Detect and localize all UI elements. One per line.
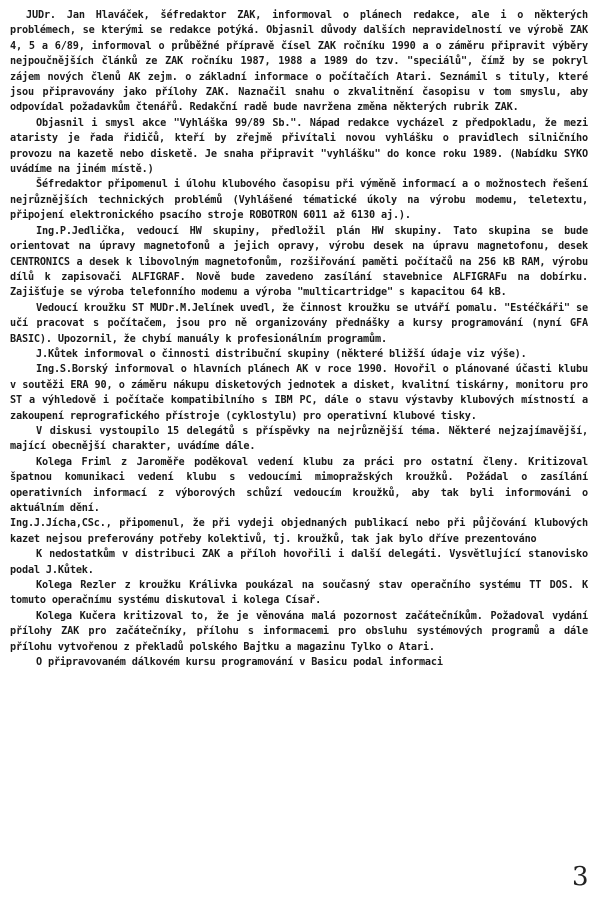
paragraph-hw-group-plan: Ing.P.Jedlička, vedoucí HW skupiny, předložil plán HW skupiny. Tato skupina se bude orientovat na úpravy magnetofonů a jejich opravy, výrobu desek na úpravu magnetofonu, desek CENTRONICS a desek k libovolným magnetofonům, rozšiřování paměti počítačů na 256 kB RAM, výrobu dílů k zapisovači ALFIGRAF. Nově bude zavedeno zasílání stavebnice ALFIGRAFu na dobírku. Zajišťuje se výroba telefonního modemu a výroba "multicartridge" s kapacitou 64 kB. <box>10 225 588 299</box>
paragraph-distribution-group: J.Kůtek informoval o činnosti distribuční skupiny (některé bližší údaje viz výše). <box>36 348 527 360</box>
paragraph-discussion-intro: V diskusi vystoupilo 15 delegátů s příspěvky na nejrůznější téma. Některé nejzajímavější, mající obecnější charakter, uvádíme dále. <box>10 425 588 453</box>
paragraph-basic-course: O připravovaném dálkovém kursu programování v Basicu podal informaci <box>36 657 443 669</box>
paragraph-vyhlaska-action: Objasnil i smysl akce "Vyhláška 99/89 Sb.". Nápad redakce vycházel z předpokladu, že mezi ataristy je řada řidičů, kteří by zřejmě přivítali novou vyhlášku o pravidlech silničního provozu na kazetě nebo disketě. Je snaha připravit "vyhlášku" do konce roku 1989. (Nabídku SYKO uvádíme na jiném místě.) <box>10 117 588 176</box>
paragraph-hlavacek-report: JUDr. Jan Hlaváček, šéfredaktor ZAK, informoval o plánech redakce, ale i o některých problémech, se kterými se redakce potýká. Objasnil důvody dalších nepravidelností ve výrobě ZAK 4, 5 a 6/89, informoval o průběžné přípravě čísel ZAK ročníku 1990 a o záměru připravit výběry nejpoučnějších článků ze ZAK ročníku 1987, 1988 a 1989 do tzv. "speciálů", čímž by se pokryl zájem nových členů AK zejm. o základní informace o počítačích Atari. Seznámil s tituly, které jsou připravovány jako přílohy ZAK. Naznačil snahu o zkvalitnění časopisu v tom smyslu, aby odpovídal požadavkům čtenářů. Redakční radě bude navržena změna některých rubrik ZAK. <box>10 10 588 114</box>
paragraph-friml: Kolega Friml z Jaroměře poděkoval vedení klubu za práci pro ostatní členy. Kritizoval špatnou komunikaci vedení klubu s vedoucími mimopražských kroužků. Požádal o zasílání operativních informací z výborových schůzí vedoucím kroužků, aby tak byli informováni o aktuálním dění. <box>10 456 588 514</box>
paragraph-kucera: Kolega Kučera kritizoval to, že je věnována malá pozornost začátečníkům. Požadoval vydání přílohy ZAK pro začátečníky, přílohu s informacemi pro obsluhu systémových programů a dále přílohu vytvořenou z překladů polského Bajtku a magazinu Tylko o Atari. <box>10 610 588 653</box>
paragraph-rezler: Kolega Rezler z kroužku Králivka poukázal na současný stav operačního systému TT DOS. K tomuto operačnímu systému diskutoval i kolega Císař. <box>10 580 588 607</box>
paragraph-distribution-shortcomings: K nedostatkům v distribuci ZAK a příloh hovořili i další delegáti. Vysvětlující stanovisko podal J.Kůtek. <box>10 549 588 576</box>
meeting-report-body <box>10 8 588 670</box>
paragraph-st-club: Vedoucí kroužku ST MUDr.M.Jelínek uvedl, že činnost kroužku se utváří pomalu. "Estéčkáři" se učí pracovat s počítačem, jsou pro ně organizovány přednášky a kursy programování (nyní GFA BASIC). Upozornil, že chybí manuály k profesionálním programům. <box>10 302 588 345</box>
paragraph-jicha: Ing.J.Jícha,CSc., připomenul, že při vydeji objednaných publikací nebo při půjčování klubových kazet nejsou preferovány potřeby kolektivů, tj. kroužků, tak jak bylo dříve prezentováno <box>10 518 588 545</box>
paragraph-ak-plans-1990: Ing.S.Borský informoval o hlavních plánech AK v roce 1990. Hovořil o plánované účasti klubu v soutěži ERA 90, o záměru nákupu disketových jednotek a disket, kvalitní tiskárny, monitoru pro ST a výhledově i počítače kompatibilního s IBM PC, dále o stavu výstavby klubových místností a zakoupení reprografického přístroje (cyklostylu) pro operativní klubové tisky. <box>10 364 588 422</box>
paragraph-magazine-role: Šéfredaktor připomenul i úlohu klubového časopisu při výměně informací a o možnostech řešení nejrůznějších technických problémů (Vyhlášené tématické úkoly na výrobu modemu, teletextu, připojení elektronického psacího stroje ROBOTRON 6011 až 6130 aj.). <box>10 179 588 222</box>
page-number: 3 <box>572 862 589 892</box>
